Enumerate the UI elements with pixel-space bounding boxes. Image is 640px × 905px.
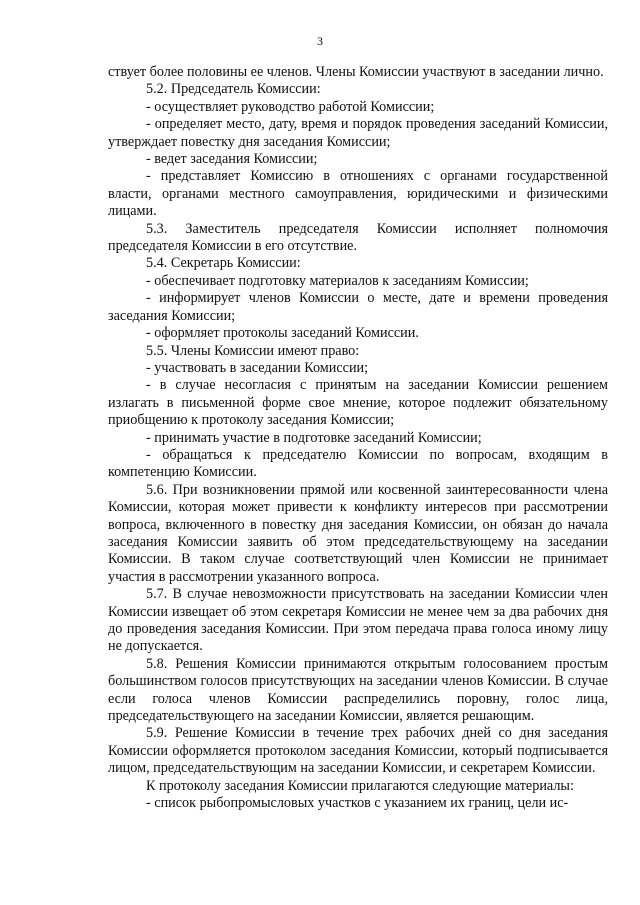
paragraph: 5.8. Решения Комиссии принимаются открытым голосованием простым большинством голосов присутствующих на заседании членов Комиссии. В случае если голоса членов Комиссии распределились поровну, голос лица, председательствующего на заседании Комиссии, является решающим. [108,655,608,725]
paragraph: - список рыбопромысловых участков с указанием их границ, цели ис- [146,795,569,812]
paragraph: 5.9. Решение Комиссии в течение трех рабочих дней со дня заседания Комиссии оформляется протоколом заседания Комиссии, который подписывается лицом, председательствующим на заседании Комиссии, и секретарем Комиссии. [108,725,608,777]
paragraph: - принимать участие в подготовке заседаний Комиссии; [146,429,482,446]
paragraph: 5.4. Секретарь Комиссии: [146,255,301,272]
paragraph: - информирует членов Комиссии о месте, дате и времени проведения заседания Комиссии; [108,290,608,324]
paragraph: - представляет Комиссию в отношениях с органами государственной власти, органами местного самоуправления, юридическими и физическими лицами. [108,168,608,220]
paragraph: - определяет место, дату, время и порядок проведения заседаний Комиссии, утверждает повестку дня заседания Комиссии; [108,116,608,150]
page-number: 3 [317,34,323,48]
paragraph: - осуществляет руководство работой Комиссии; [146,98,435,115]
paragraph: - в случае несогласия с принятым на заседании Комиссии решением излагать в письменной форме свое мнение, которое подлежит обязательному приобщению к протоколу заседания Комиссии; [108,377,608,429]
paragraph: 5.6. При возникновении прямой или косвенной заинтересованности члена Комиссии, которая может привести к конфликту интересов при рассмотрении вопроса, включенного в повестку дня заседания Комиссии, он обязан до начала заседания Комиссии заявить об этом председательствующему на заседании Комиссии. В таком случае соответствующий член Комиссии не принимает участия в рассмотрении указанного вопроса. [108,481,608,585]
paragraph: - оформляет протоколы заседаний Комиссии. [146,325,419,342]
paragraph: 5.7. В случае невозможности присутствовать на заседании Комиссии член Комиссии извещает об этом секретаря Комиссии не менее чем за два рабочих дня до проведения заседания Комиссии. При этом передача права голоса иному лицу не допускается. [108,586,608,655]
paragraph: - участвовать в заседании Комиссии; [146,359,369,376]
document-body [108,64,608,812]
paragraph: - обеспечивает подготовку материалов к заседаниям Комиссии; [146,272,529,289]
paragraph: ствует более половины ее членов. Члены Комиссии участвуют в заседании лично. [108,64,604,80]
paragraph: 5.3. Заместитель председателя Комиссии исполняет полномочия председателя Комиссии в его отсутствие. [108,220,608,255]
paragraph: - обращаться к председателю Комиссии по вопросам, входящим в компетенцию Комиссии. [108,446,608,481]
paragraph: - ведет заседания Комиссии; [146,151,318,168]
paragraph: 5.5. Члены Комиссии имеют право: [146,342,360,359]
paragraph: К протоколу заседания Комиссии прилагаются следующие материалы: [146,777,574,794]
paragraph: 5.2. Председатель Комиссии: [146,81,321,98]
